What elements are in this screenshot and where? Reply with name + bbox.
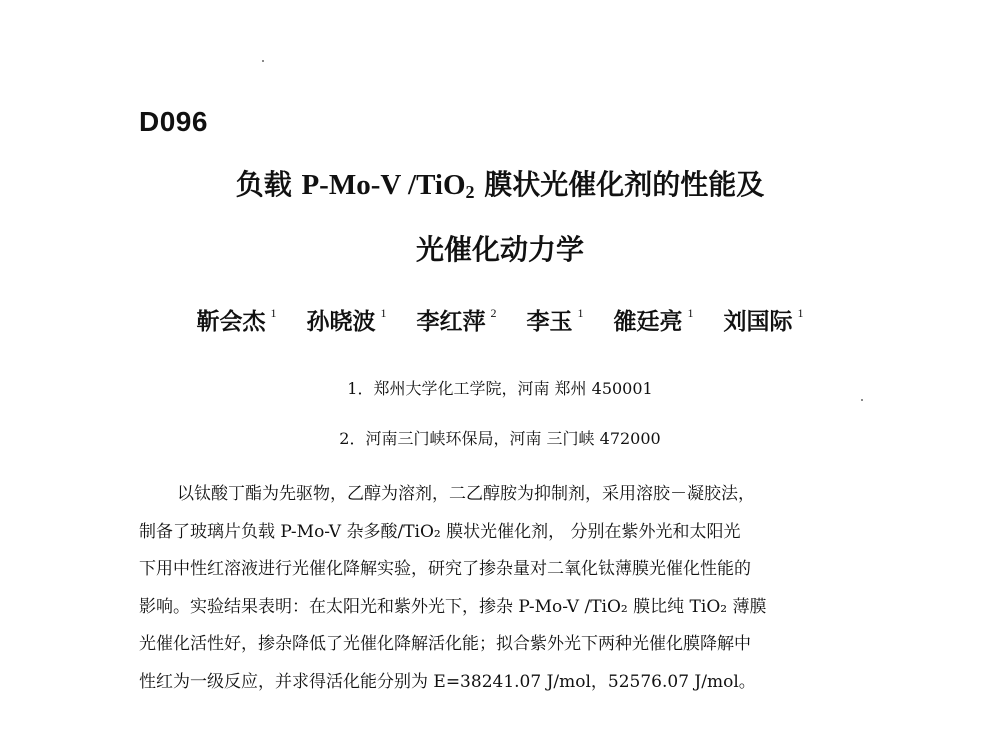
author-name: 孙晓波 bbox=[306, 309, 376, 335]
author bbox=[416, 303, 496, 336]
abstract-line: 制备了玻璃片负载 P-Mo-V 杂多酸/TiO₂ 膜状光催化剂， 分别在紫外光和太阳光 bbox=[139, 521, 741, 542]
author-name: 刘国际 bbox=[723, 309, 793, 335]
abstract-line: 性红为一级反应，并求得活化能分别为 E=38241.07 J/mol，52576.07 J/mol。 bbox=[139, 671, 756, 692]
title-text-a: 负载 bbox=[235, 168, 302, 201]
paper-title-line-2: 光催化动力学 bbox=[415, 233, 584, 266]
abstract bbox=[139, 481, 879, 706]
paper-code: D096 bbox=[139, 106, 208, 137]
author-affiliation-mark: 1 bbox=[270, 306, 277, 320]
author bbox=[196, 303, 276, 336]
author-affiliation-mark: 2 bbox=[490, 306, 497, 320]
abstract-line: 以钛酸丁酯为先驱物，乙醇为溶剂，二乙醇胺为抑制剂，采用溶胶－凝胶法， bbox=[177, 484, 755, 504]
paper-title-line-1 bbox=[0, 163, 1000, 203]
scan-speck bbox=[861, 399, 863, 401]
author-affiliation-mark: 1 bbox=[797, 306, 804, 320]
title-text-b: 膜状光催化剂的性能及 bbox=[474, 168, 765, 201]
title-formula-subscript: 2 bbox=[465, 182, 475, 202]
affiliation-2: 2．河南三门峡环保局，河南 三门峡 472000 bbox=[339, 429, 661, 448]
author-name: 李红萍 bbox=[416, 309, 486, 335]
abstract-line: 光催化活性好，掺杂降低了光催化降解活化能；拟合紫外光下两种光催化膜降解中 bbox=[139, 634, 751, 654]
scan-speck bbox=[262, 60, 264, 62]
author bbox=[306, 303, 386, 336]
author bbox=[614, 303, 694, 336]
affiliation-1: 1．郑州大学化工学院，河南 郑州 450001 bbox=[347, 379, 653, 398]
title-formula-text: P-Mo-V /TiO bbox=[301, 169, 466, 201]
author bbox=[724, 303, 804, 336]
author-name: 靳会杰 bbox=[196, 309, 266, 335]
author-list bbox=[0, 303, 1000, 336]
abstract-line: 影响。实验结果表明：在太阳光和紫外光下，掺杂 P-Mo-V /TiO₂ 膜比纯 TiO₂ 薄膜 bbox=[139, 596, 767, 617]
author bbox=[527, 303, 584, 336]
author-name: 李玉 bbox=[526, 309, 573, 335]
author-affiliation-mark: 1 bbox=[577, 306, 584, 320]
author-name: 雒廷亮 bbox=[613, 309, 683, 335]
author-affiliation-mark: 1 bbox=[380, 306, 387, 320]
title-formula bbox=[301, 169, 474, 201]
abstract-line: 下用中性红溶液进行光催化降解实验，研究了掺杂量对二氧化钛薄膜光催化性能的 bbox=[139, 559, 751, 579]
author-affiliation-mark: 1 bbox=[687, 306, 694, 320]
